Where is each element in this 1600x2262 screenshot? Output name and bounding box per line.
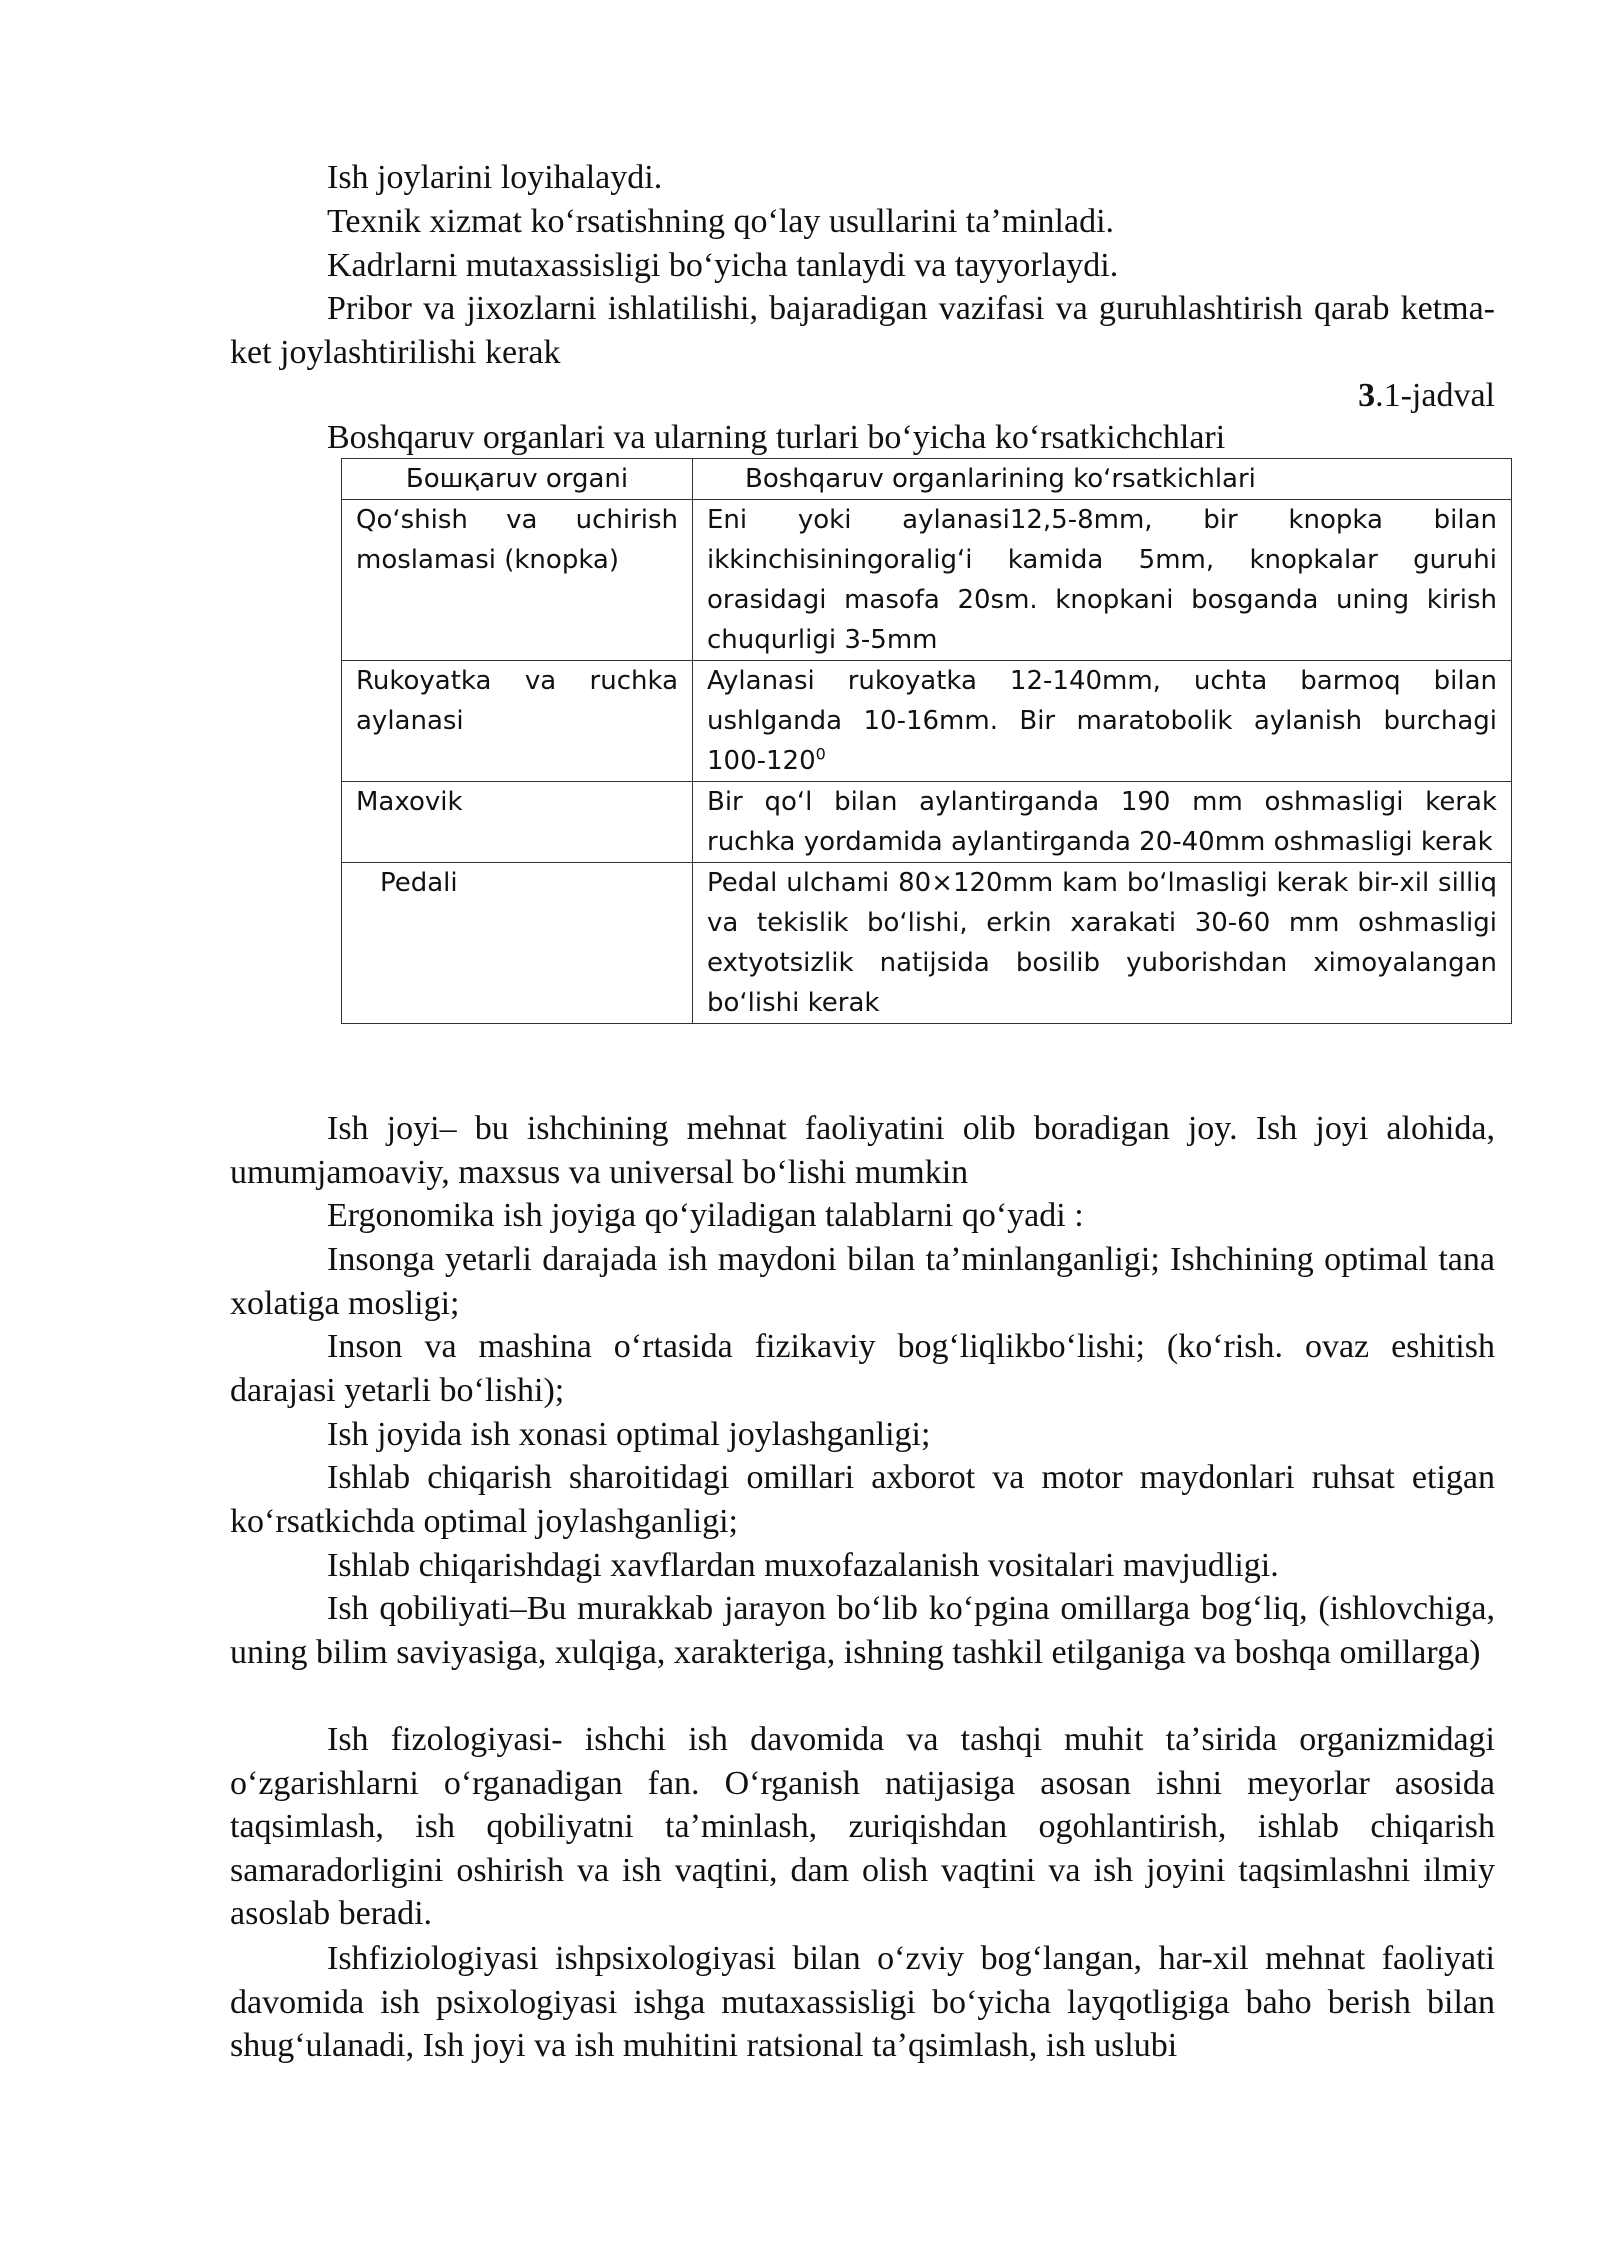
paragraph: Inson va mashina oʻrtasida fizikaviy bogʻliqlikboʻlishi; (koʻrish. ovaz eshitish darajasi yetarli boʻlishi);: [230, 1328, 1495, 1409]
text-line: Ish joylarini loyihalaydi.: [327, 159, 663, 196]
paragraph: Insonga yetarli darajada ish maydoni bilan taʼminlanganligi; Ishchining optimal tana xolatiga mosligi;: [230, 1241, 1495, 1322]
table-row: [342, 782, 1512, 863]
table-row: [342, 500, 1512, 661]
paragraph: Ishlab chiqarishdagi xavflardan muxofazalanish vositalari mavjudligi.: [327, 1547, 1279, 1584]
paragraph: Pribor va jixozlarni ishlatilishi, bajaradigan vazifasi va guruhlashtirish qarab ketma-ket joylashtirilishi kerak: [230, 290, 1495, 371]
header-cell: Boshqaruv organlarining koʻrsatkichlari: [693, 459, 1512, 500]
text-line: Kadrlarni mutaxassisligi boʻyicha tanlaydi va tayyorlaydi.: [327, 247, 1119, 284]
table-row: [342, 863, 1512, 1024]
table-header-row: [342, 459, 1512, 500]
paragraph: Ishfiziologiyasi ishpsixologiyasi bilan oʻzviy bogʻlangan, har-xil mehnat faoliyati davomida ish psixologiyasi ishga mutaxassisligi boʻyicha layqotligiga baho berish bilan shugʻulanadi, Ish joyi va ish muhitini ratsional taʼqsimlash, ish uslubi: [230, 1940, 1495, 2064]
indicator-cell: Pedal ulchami 80×120mm kam boʻlmasligi kerak bir-xil silliq va tekislik boʻlishi, erkin xarakati 30-60 mm oshmasligi extyotsizlik natijsida bosilib yuborishdan ximoyalangan boʻlishi kerak: [693, 863, 1512, 1024]
table-number-rest: .1-jadval: [1375, 377, 1495, 414]
table-number-bold: 3: [1358, 377, 1376, 414]
table-row: [342, 661, 1512, 782]
organ-cell: Rukoyatka va ruchka aylanasi: [342, 661, 693, 782]
indicator-cell: Eni yoki aylanasi12,5-8mm, bir knopka bilan ikkinchisiningoralig‘i kamida 5mm, knopkalar guruhi orasidagi masofa 20sm. knopkani bosganda uning kirish chuqurligi 3-5mm: [693, 500, 1512, 661]
header-cell: Бошқaruv organi: [342, 459, 693, 500]
paragraph: Ish qobiliyati–Bu murakkab jarayon boʻlib koʻpgina omillarga bogʻliq, (ishlovchiga, uning bilim saviyasiga, xulqiga, xarakteriga, ishning tashkil etilganiga va boshqa omillarga): [230, 1590, 1495, 1671]
organ-cell: Pedali: [342, 863, 693, 1024]
paragraph: Ish joyida ish xonasi optimal joylashganligi;: [327, 1416, 931, 1453]
paragraph: Ishlab chiqarish sharoitidagi omillari axborot va motor maydonlari ruhsat etigan koʻrsatkichda optimal joylashganligi;: [230, 1459, 1495, 1540]
indicators-table: [341, 458, 1512, 1024]
indicator-cell: [693, 661, 1512, 782]
paragraph: Ergonomika ish joyiga qoʻyiladigan talablarni qoʻyadi :: [327, 1197, 1084, 1234]
text-line: Texnik xizmat koʻrsatishning qoʻlay usullarini taʼminladi.: [327, 203, 1115, 240]
paragraph: Ish joyi– bu ishchining mehnat faoliyatini olib boradigan joy. Ish joyi alohida, umumjamoaviy, maxsus va universal boʻlishi mumkin: [230, 1110, 1495, 1191]
organ-cell: Maxovik: [342, 782, 693, 863]
degree-superscript: 0: [815, 744, 826, 764]
indicator-cell: Bir qoʻl bilan aylantirganda 190 mm oshmasligi kerak ruchka yordamida aylantirganda 20-40mm oshmasligi kerak: [693, 782, 1512, 863]
organ-cell: Qoʻshish va uchirish moslamasi (knopka): [342, 500, 693, 661]
indicator-text: Aylanasi rukoyatka 12-140mm, uchta barmoq bilan ushlganda 10-16mm. Bir maratobolik aylanish burchagi 100-120: [707, 666, 1497, 776]
table-number: [1358, 374, 1495, 418]
table-title: Boshqaruv organlari va ularning turlari boʻyicha koʻrsatkichchlari: [327, 419, 1226, 456]
paragraph: Ish fizologiyasi- ishchi ish davomida va tashqi muhit taʼsirida organizmidagi oʻzgarishlarni oʻrganadigan fan. Oʻrganish natijasiga asosan ishni meyorlar asosida taqsimlash, ish qobiliyatni taʼminlash, zuriqishdan ogohlantirish, ishlab chiqarish samaradorligini oshirish va ish vaqtini, dam olish vaqtini va ish joyini taqsimlashni ilmiy asoslab beradi.: [230, 1721, 1495, 1932]
